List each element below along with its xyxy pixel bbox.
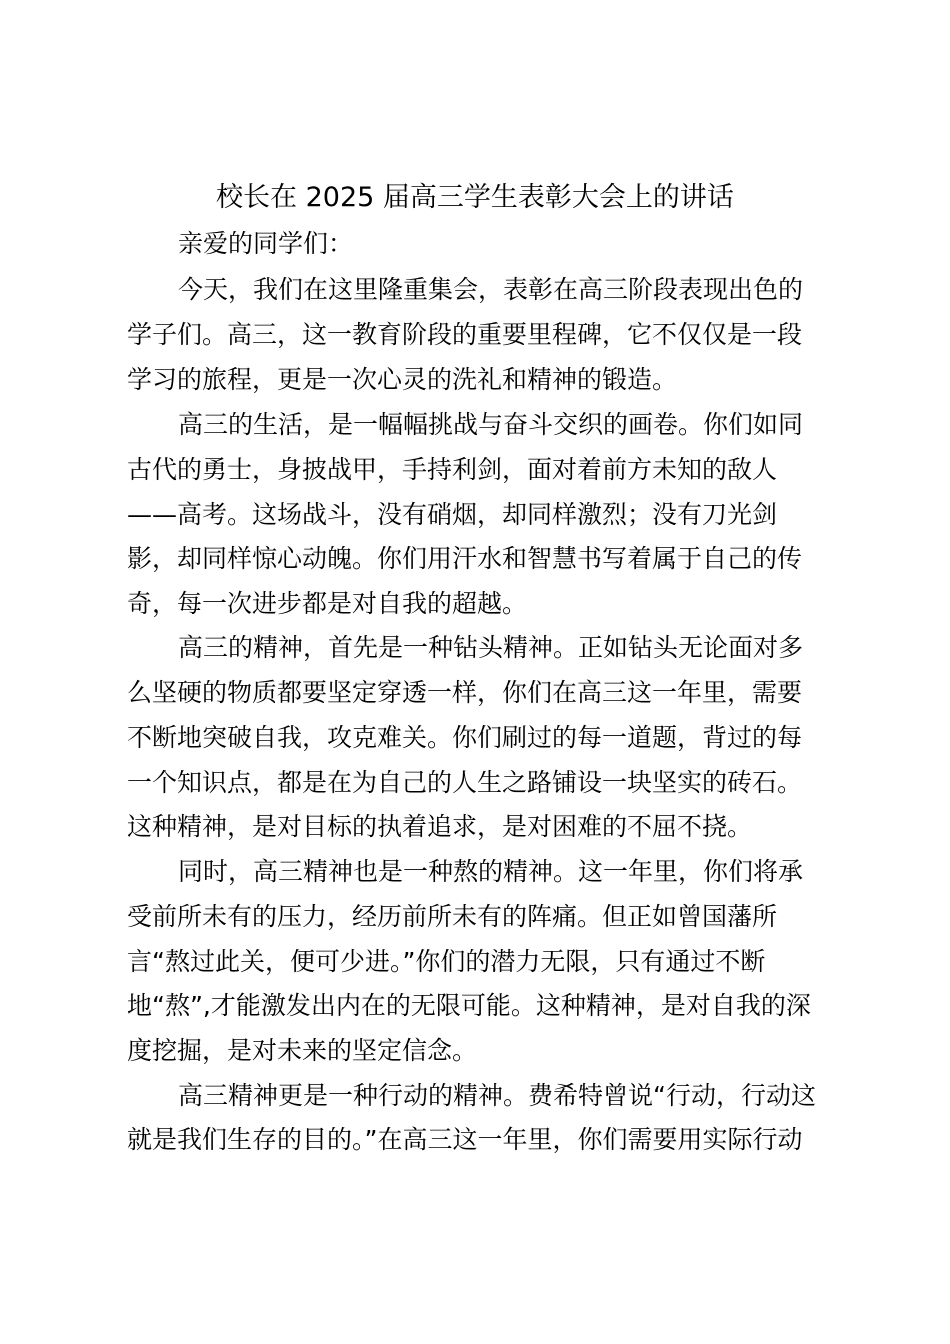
- paragraph-line: 学子们。高三，这一教育阶段的重要里程碑，它不仅仅是一段: [127, 320, 803, 349]
- paragraph-line: 言“熬过此关，便可少进。”你们的潜力无限，只有通过不断: [127, 947, 766, 976]
- paragraph-line: 就是我们生存的目的。”在高三这一年里，你们需要用实际行动: [127, 1125, 803, 1154]
- paragraph-line: 今天，我们在这里隆重集会，表彰在高三阶段表现出色的: [178, 275, 804, 304]
- paragraph-line: 这种精神，是对目标的执着追求，是对困难的不屈不挠。: [127, 812, 753, 841]
- document-title: 校长在 2025 届高三学生表彰大会上的讲话: [216, 182, 734, 213]
- paragraph-line: 不断地突破自我，攻克难关。你们刷过的每一道题，背过的每: [127, 723, 803, 752]
- paragraph-line: 地“熬”,才能激发出内在的无限可能。这种精神，是对自我的深: [127, 991, 811, 1020]
- paragraph-line: 奇，每一次进步都是对自我的超越。: [127, 589, 528, 618]
- paragraph-line: 高三的精神，首先是一种钻头精神。正如钻头无论面对多: [178, 633, 804, 662]
- paragraph-line: 受前所未有的压力，经历前所未有的阵痛。但正如曾国藩所: [127, 902, 778, 931]
- paragraph-line: 么坚硬的物质都要坚定穿透一样，你们在高三这一年里，需要: [127, 678, 803, 707]
- paragraph-line: 一个知识点，都是在为自己的人生之路铺设一块坚实的砖石。: [127, 768, 803, 797]
- salutation: 亲爱的同学们：: [178, 229, 354, 258]
- paragraph-line: 学习的旅程，更是一次心灵的洗礼和精神的锻造。: [127, 365, 678, 394]
- paragraph-line: 度挖掘，是对未来的坚定信念。: [127, 1036, 478, 1065]
- paragraph-line: 影，却同样惊心动魄。你们用汗水和智慧书写着属于自己的传: [127, 544, 803, 573]
- paragraph-line: 古代的勇士，身披战甲，手持利剑，面对着前方未知的敌人: [127, 455, 778, 484]
- paragraph-line: 同时，高三精神也是一种熬的精神。这一年里，你们将承: [178, 857, 804, 886]
- paragraph-line: ——高考。这场战斗，没有硝烟，却同样激烈；没有刀光剑: [127, 500, 778, 529]
- paragraph-line: 高三的生活，是一幅幅挑战与奋斗交织的画卷。你们如同: [178, 410, 804, 439]
- paragraph-line: 高三精神更是一种行动的精神。费希特曾说“行动，行动这: [178, 1081, 816, 1110]
